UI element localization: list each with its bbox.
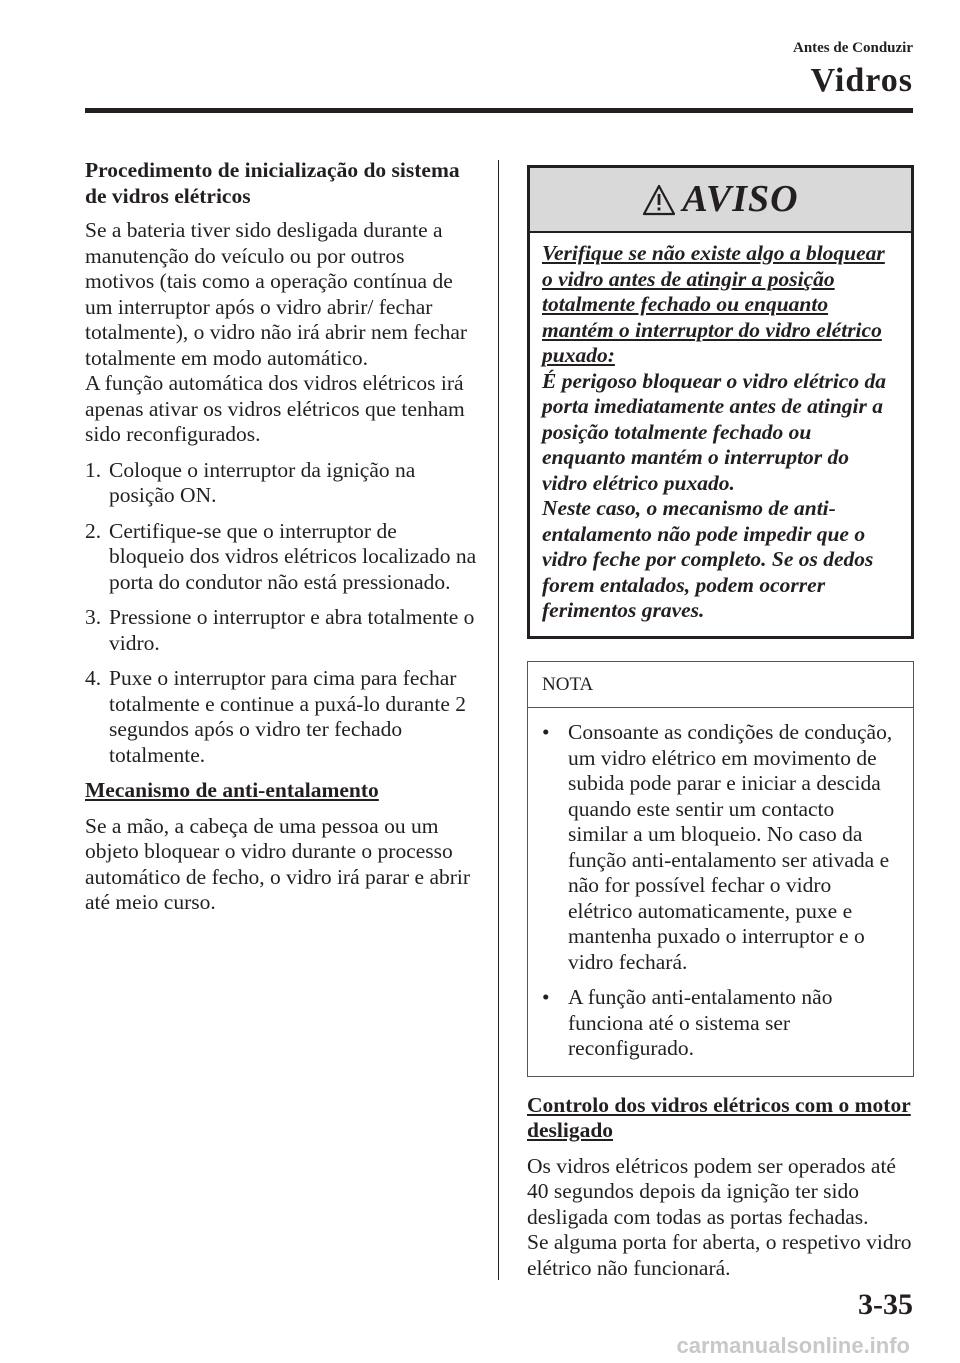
header-divider bbox=[85, 108, 913, 113]
intro-paragraph bbox=[85, 218, 477, 448]
watermark: carmanualsonline.info bbox=[676, 1333, 910, 1358]
section-title: Antes de Conduzir bbox=[792, 40, 913, 56]
procedure-heading: Procedimento de inicialização do sistema de vidros elétricos bbox=[85, 158, 460, 208]
warning-text-1: É perigoso bloquear o vidro elétrico da porta imediatamente antes de atingir a posição totalmente fechado ou enquanto mantém o interruptor do vidro elétrico puxado. bbox=[542, 368, 886, 495]
note-title: NOTA bbox=[528, 662, 913, 709]
list-item bbox=[542, 985, 899, 1062]
note-body bbox=[528, 708, 913, 1076]
column-divider bbox=[498, 160, 499, 1280]
intro-paragraph-1: Se a bateria tiver sido desligada durante a manutenção do veículo ou por outros motivos (tais como a operação contínua de um interruptor após o vidro abrir/ fechar totalmente), o vidro não irá abrir nem fechar totalmente em modo automático. bbox=[85, 218, 468, 370]
page-title: Vidros bbox=[810, 62, 913, 99]
anti-pinch-paragraph: Se a mão, a cabeça de uma pessoa ou um objeto bloquear o vidro durante o processo automático de fecho, o vidro irá parar e abrir até meio curso. bbox=[85, 813, 471, 914]
step-number: 3. bbox=[85, 605, 102, 629]
warning-text-2: Neste caso, o mecanismo de anti-entalamento não pode impedir que o vidro feche por completo. Se os dedos forem entalados, podem ocorrer ferimentos graves. bbox=[542, 496, 874, 622]
list-item bbox=[85, 458, 477, 509]
engine-off-heading: Controlo dos vidros elétricos com o motor desligado bbox=[527, 1092, 911, 1142]
page-number: 3-35 bbox=[858, 1288, 913, 1321]
intro-paragraph-2: A função automática dos vidros elétricos irá apenas ativar os vidros elétricos que tenham sido reconfigurados. bbox=[85, 371, 465, 446]
bullet-icon: • bbox=[542, 985, 550, 1009]
anti-pinch-heading: Mecanismo de anti-entalamento bbox=[85, 778, 379, 802]
warning-lead: Verifique se não existe algo a bloquear o vidro antes de atingir a posição totalmente fechado ou enquanto mantém o interruptor do vidro elétrico puxado: bbox=[542, 241, 885, 367]
bullet-icon: • bbox=[542, 720, 550, 744]
right-column bbox=[527, 165, 914, 1291]
warning-body bbox=[530, 233, 911, 636]
warning-title: AVISO bbox=[682, 177, 799, 220]
list-item bbox=[85, 519, 477, 596]
engine-off-paragraph-1: Os vidros elétricos podem ser operados até 40 segundos depois da ignição ter sido desligada com todas as portas fechadas. bbox=[527, 1153, 896, 1229]
warning-box bbox=[527, 165, 914, 639]
note-text: Consoante as condições de condução, um vidro elétrico em movimento de subida pode parar e iniciar a descida quando este sentir um contacto similar a um bloqueio. No caso da função anti-entalamento ser ativada e não for possível fechar o vidro elétrico automaticamente, puxe e mantenha puxado o interruptor e o vidro fechará. bbox=[568, 720, 893, 974]
note-text: A função anti-entalamento não funciona até o sistema ser reconfigurado. bbox=[568, 985, 833, 1060]
step-number: 1. bbox=[85, 457, 102, 482]
step-number: 2. bbox=[85, 518, 102, 543]
warning-header bbox=[530, 168, 911, 233]
engine-off-paragraph bbox=[527, 1154, 914, 1282]
warning-triangle-icon bbox=[642, 184, 676, 216]
step-text: Puxe o interruptor para cima para fechar totalmente e continue a puxá-lo durante 2 segundos após o vidro ter fechado totalmente. bbox=[109, 666, 467, 767]
list-item bbox=[85, 666, 477, 768]
step-text: Coloque o interruptor da ignição na posição ON. bbox=[109, 457, 416, 507]
step-text: Certifique-se que o interruptor de bloqueio dos vidros elétricos localizado na porta do condutor não está pressionado. bbox=[109, 518, 477, 594]
engine-off-paragraph-2: Se alguma porta for aberta, o respetivo vidro elétrico não funcionará. bbox=[527, 1230, 912, 1280]
procedure-steps bbox=[85, 458, 477, 769]
step-text: Pressione o interruptor e abra totalmente o vidro. bbox=[109, 605, 475, 655]
step-number: 4. bbox=[85, 666, 102, 690]
list-item bbox=[85, 605, 477, 656]
note-box bbox=[527, 661, 914, 1077]
list-item bbox=[542, 720, 899, 975]
left-column bbox=[85, 158, 477, 926]
